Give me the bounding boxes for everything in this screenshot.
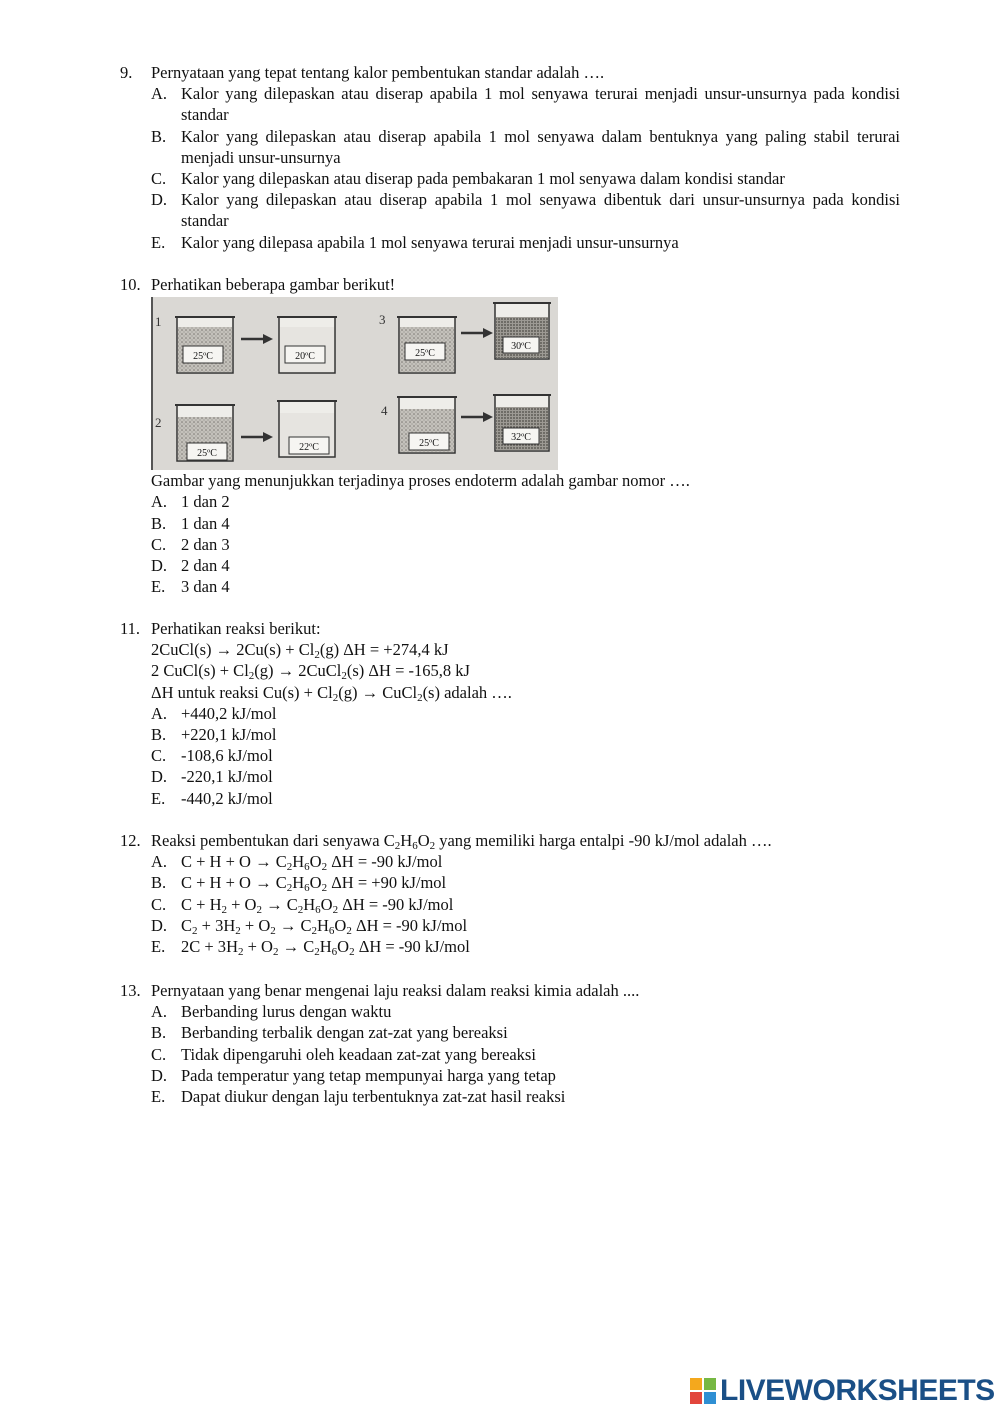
arrow-icon: → [277,661,295,681]
option-d[interactable]: D. 2 dan 4 [151,556,230,576]
question-number: 9. [120,63,133,82]
arrow-icon: → [255,852,272,872]
question-stem: Pernyataan yang tepat tentang kalor pembentukan standar adalah …. [151,63,605,82]
option-c[interactable]: C. Tidak dipengaruhi oleh keadaan zat-zat yang bereaksi [151,1044,536,1064]
arrow-icon: → [279,915,297,935]
question-stem: Perhatikan reaksi berikut: [151,619,321,638]
question-9 [120,62,900,253]
beaker-4-before [397,397,457,453]
question-stem: Perhatikan beberapa gambar berikut! [151,275,396,294]
beaker-2-before [175,405,235,461]
option-e[interactable]: E. Kalor yang dilepasa apabila 1 mol senyawa terurai menjadi unsur-unsurnya [151,232,679,252]
option-a[interactable]: A. $C + H + O \to C_2H_6O_2$ ΔH = -90 kJ/mol [151,852,443,874]
beaker-diagram [153,297,558,470]
logo-blocks-icon [690,1378,716,1404]
beaker-1-after [277,317,337,373]
option-b[interactable]: B. Kalor yang dilepaskan atau diserap apabila 1 mol senyawa dalam bentuknya yang paling stabil terurai menjadi unsur-unsurnya [151,126,900,167]
svg-text:32ºC: 32ºC [511,432,531,444]
option-c[interactable]: C. $C + H_2 + O_2 \to C_2H_6O_2$ ΔH = -90 kJ/mol [151,894,454,916]
option-a[interactable]: A. Berbanding lurus dengan waktu [151,1002,392,1022]
svg-text:25ºC: 25ºC [193,351,213,363]
question-12 [120,830,900,957]
figure-label-2: 2 [155,415,162,431]
question-stem: Pernyataan yang benar mengenai laju reaksi dalam reaksi kimia adalah .... [151,981,640,1000]
question-prompt: Gambar yang menunjukkan terjadinya proses endoterm adalah gambar nomor …. [151,471,690,491]
svg-text:30ºC: 30ºC [511,341,531,353]
arrow-icon [461,328,493,338]
beaker-figure [151,297,558,470]
liveworksheets-logo[interactable] [690,1374,995,1408]
figure-label-4: 4 [381,403,388,419]
option-a[interactable]: A. 1 dan 2 [151,492,230,512]
option-a[interactable]: A. Kalor yang dilepaskan atau diserap apabila 1 mol senyawa terurai menjadi unsur-unsurnya pada kondisi standar [151,84,900,125]
beaker-2-after [277,401,337,457]
option-d[interactable]: D. $C_2 + 3H_2 + O_2 \to C_2H_6O_2$ ΔH = -90 kJ/mol [151,915,468,937]
question-number: 11. [120,619,141,638]
option-d[interactable]: D. Pada temperatur yang tetap mempunyai harga yang tetap [151,1065,556,1085]
beaker-4-after [493,395,551,451]
option-b[interactable]: B. +220,1 kJ/mol [151,725,277,745]
arrow-icon: → [255,873,272,893]
question-number: 10. [120,275,141,294]
figure-label-3: 3 [379,312,386,328]
option-c[interactable]: C. -108,6 kJ/mol [151,746,273,766]
arrow-icon [461,412,493,422]
option-e[interactable]: E. $2C + 3H_2 + O_2 \to C_2H_6O_2$ ΔH = -90 kJ/mol [151,937,470,959]
svg-text:20ºC: 20ºC [295,351,315,363]
question-stem: Reaksi pembentukan dari senyawa $C_2H_6O_2$ yang memiliki harga entalpi -90 kJ/mol adalah …. [151,831,772,852]
arrow-icon: → [282,937,300,957]
option-a[interactable]: A. +440,2 kJ/mol [151,703,277,723]
question-10 [120,274,900,597]
question-13 [120,980,900,1107]
option-b[interactable]: B. Berbanding terbalik dengan zat-zat yang bereaksi [151,1023,508,1043]
logo-text: LIVEWORKSHEETS [720,1374,995,1407]
svg-text:25ºC: 25ºC [415,348,435,360]
question-number: 12. [120,831,141,850]
arrow-icon [241,432,273,442]
option-c[interactable]: C. 2 dan 3 [151,534,230,554]
reaction-2: 2 CuCl(s) + $Cl_2(g)$ → 2CuCl$_2$(s) ΔH = -165,8 kJ [151,661,470,683]
figure-label-1: 1 [155,314,162,330]
beaker-3-after [493,303,551,359]
option-c[interactable]: C. Kalor yang dilepaskan atau diserap pada pembakaran 1 mol senyawa dalam kondisi standar [151,169,785,189]
option-e[interactable]: E. 3 dan 4 [151,577,230,597]
option-d[interactable]: D. Kalor yang dilepaskan atau diserap apabila 1 mol senyawa dibentuk dari unsur-unsurnya pada kondisi standar [151,190,900,231]
reaction-target: ΔH untuk reaksi $Cu(s) + Cl_2(g)$ → CuCl$_2$(s) adalah …. [151,682,512,704]
arrow-icon [241,334,273,344]
svg-text:25ºC: 25ºC [197,448,217,460]
svg-text:22ºC: 22ºC [299,442,319,454]
reaction-1: 2CuCl(s) → $2Cu(s) + Cl_2(g) \Delta H = +274,4$ kJ [151,640,449,662]
arrow-icon: → [361,682,379,702]
question-11 [120,618,900,809]
question-number: 13. [120,981,141,1000]
arrow-icon: → [266,894,283,914]
beaker-3-before [397,317,457,373]
option-b[interactable]: B. $C + H + O \to C_2H_6O_2$ ΔH = +90 kJ/mol [151,873,447,895]
arrow-icon: → [215,640,233,660]
option-e[interactable]: E. -440,2 kJ/mol [151,788,273,808]
option-d[interactable]: D. -220,1 kJ/mol [151,767,273,787]
option-e[interactable]: E. Dapat diukur dengan laju terbentuknya zat-zat hasil reaksi [151,1087,566,1107]
svg-text:25ºC: 25ºC [419,438,439,450]
option-b[interactable]: B. 1 dan 4 [151,513,230,533]
beaker-1-before [175,317,235,373]
